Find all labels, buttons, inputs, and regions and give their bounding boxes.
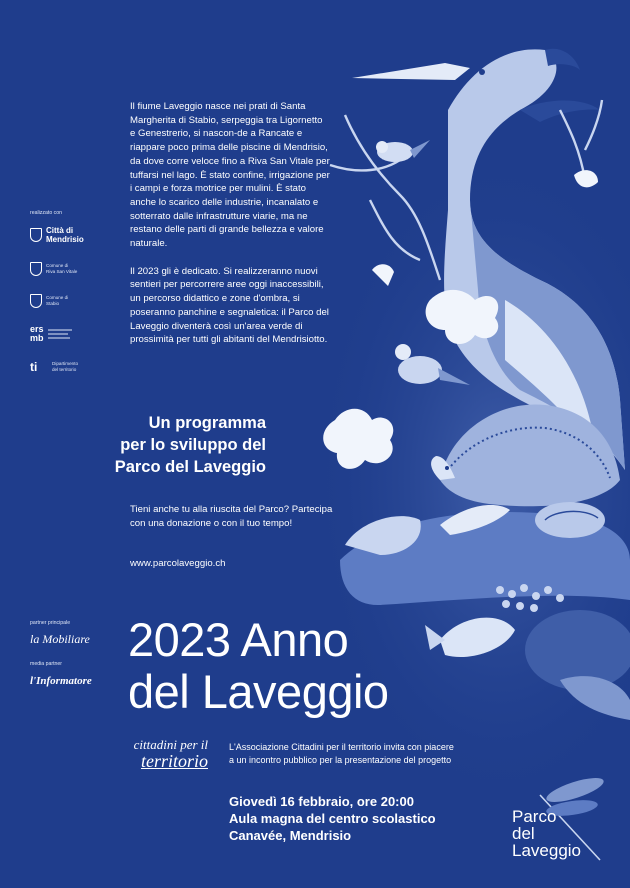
website-link[interactable]: www.parcolaveggio.ch: [130, 558, 226, 569]
logo-stabio-line1: Comune di: [46, 295, 69, 301]
invitation-text: L'Associazione Cittadini per il territorio invita con piacere a un incontro pubblico per la presentazione del progetto: [229, 742, 454, 765]
crest-icon: [30, 294, 42, 308]
parco-laveggio-logo: [512, 808, 581, 859]
logo-mendrisio-line1: Città di: [46, 226, 74, 235]
event-details: [229, 793, 436, 845]
intro-paragraph-1: Il fiume Laveggio nasce nei prati di Santa Margherita di Stabio, serpeggia tra Ligornetto e Genestrerio, si nascon-de a Rancate e riappare poco prima delle piscine di Mendrisio, da dove corre veloce fino a Riva San Vitale per tuffarsi nel lago. È stato confine, irrigazione per i campi e forza motrice per mulini. È stato anche lo scarico delle industrie, incanalato e sotterrato dalle infrastrutture viarie, ma ne restano delle parti di grande bellezza e valore naturale.: [130, 101, 330, 250]
event-venue: Aula magna del centro scolastico: [229, 811, 436, 827]
ti-mark: ti: [30, 360, 38, 374]
program-title-line: per lo sviluppo del: [120, 436, 266, 454]
logo-stabio-line2: Stabio: [46, 301, 60, 306]
realized-with-label: realizzato con: [30, 210, 63, 216]
association-logo-line2: territorio: [140, 751, 208, 771]
association-logo-line1: cittadini per il: [133, 737, 208, 752]
logo-riva-line1: Comune di: [46, 263, 69, 269]
program-title-line: Parco del Laveggio: [114, 458, 266, 476]
headline-line: 2023 Anno: [128, 613, 349, 666]
intro-text: [130, 100, 330, 361]
crest-icon: [30, 228, 42, 242]
informatore-logo: l'Informatore: [30, 675, 92, 687]
la-mobiliare-logo: la Mobiliare: [30, 632, 90, 646]
logo-riva-line2: Riva San Vitale: [46, 269, 78, 274]
headline: [128, 614, 389, 718]
event-date-time: Giovedì 16 febbraio, ore 20:00: [229, 794, 414, 809]
intro-paragraph-2: Il 2023 gli è dedicato. Si realizzeranno nuovi sentieri per percorrere aree oggi inaccessibili, un percorso didattico e zone d'ombra, si poseranno panchine e segnaletica: il Parco del Laveggio diventerà così un'area verde di prossimità per tutti gli abitanti del Mendrisiotto.: [130, 265, 329, 346]
park-logo-line: Parco: [512, 807, 557, 826]
logo-riva-san-vitale: [30, 262, 77, 276]
ersmb-lines-icon: [48, 327, 72, 341]
park-logo-line: Laveggio: [512, 841, 582, 860]
logo-dipartimento-territorio: [30, 360, 78, 374]
program-title: [40, 412, 266, 478]
logo-mendrisio: [30, 226, 84, 244]
logo-mendrisio-line2: Mendrisio: [46, 235, 84, 244]
ersmb-mark: ers mb: [30, 324, 44, 343]
partner-principale-label: partner principale: [30, 620, 71, 626]
program-title-line: Un programma: [148, 414, 266, 432]
logo-dt-line2: del territorio: [52, 367, 77, 372]
logo-stabio: [30, 294, 68, 308]
park-logo-line: del: [512, 824, 535, 843]
event-place: Canavée, Mendrisio: [229, 828, 352, 844]
logo-ersmb: [30, 325, 72, 343]
crest-icon: [30, 262, 42, 276]
association-logo: [86, 738, 208, 770]
media-partner-label: media partner: [30, 661, 63, 667]
logo-dt-line1: Dipartimento: [52, 361, 79, 367]
donation-appeal: Tieni anche tu alla riuscita del Parco? Partecipa con una donazione o con il tuo tempo!: [130, 504, 333, 529]
headline-line: del Laveggio: [128, 665, 389, 718]
